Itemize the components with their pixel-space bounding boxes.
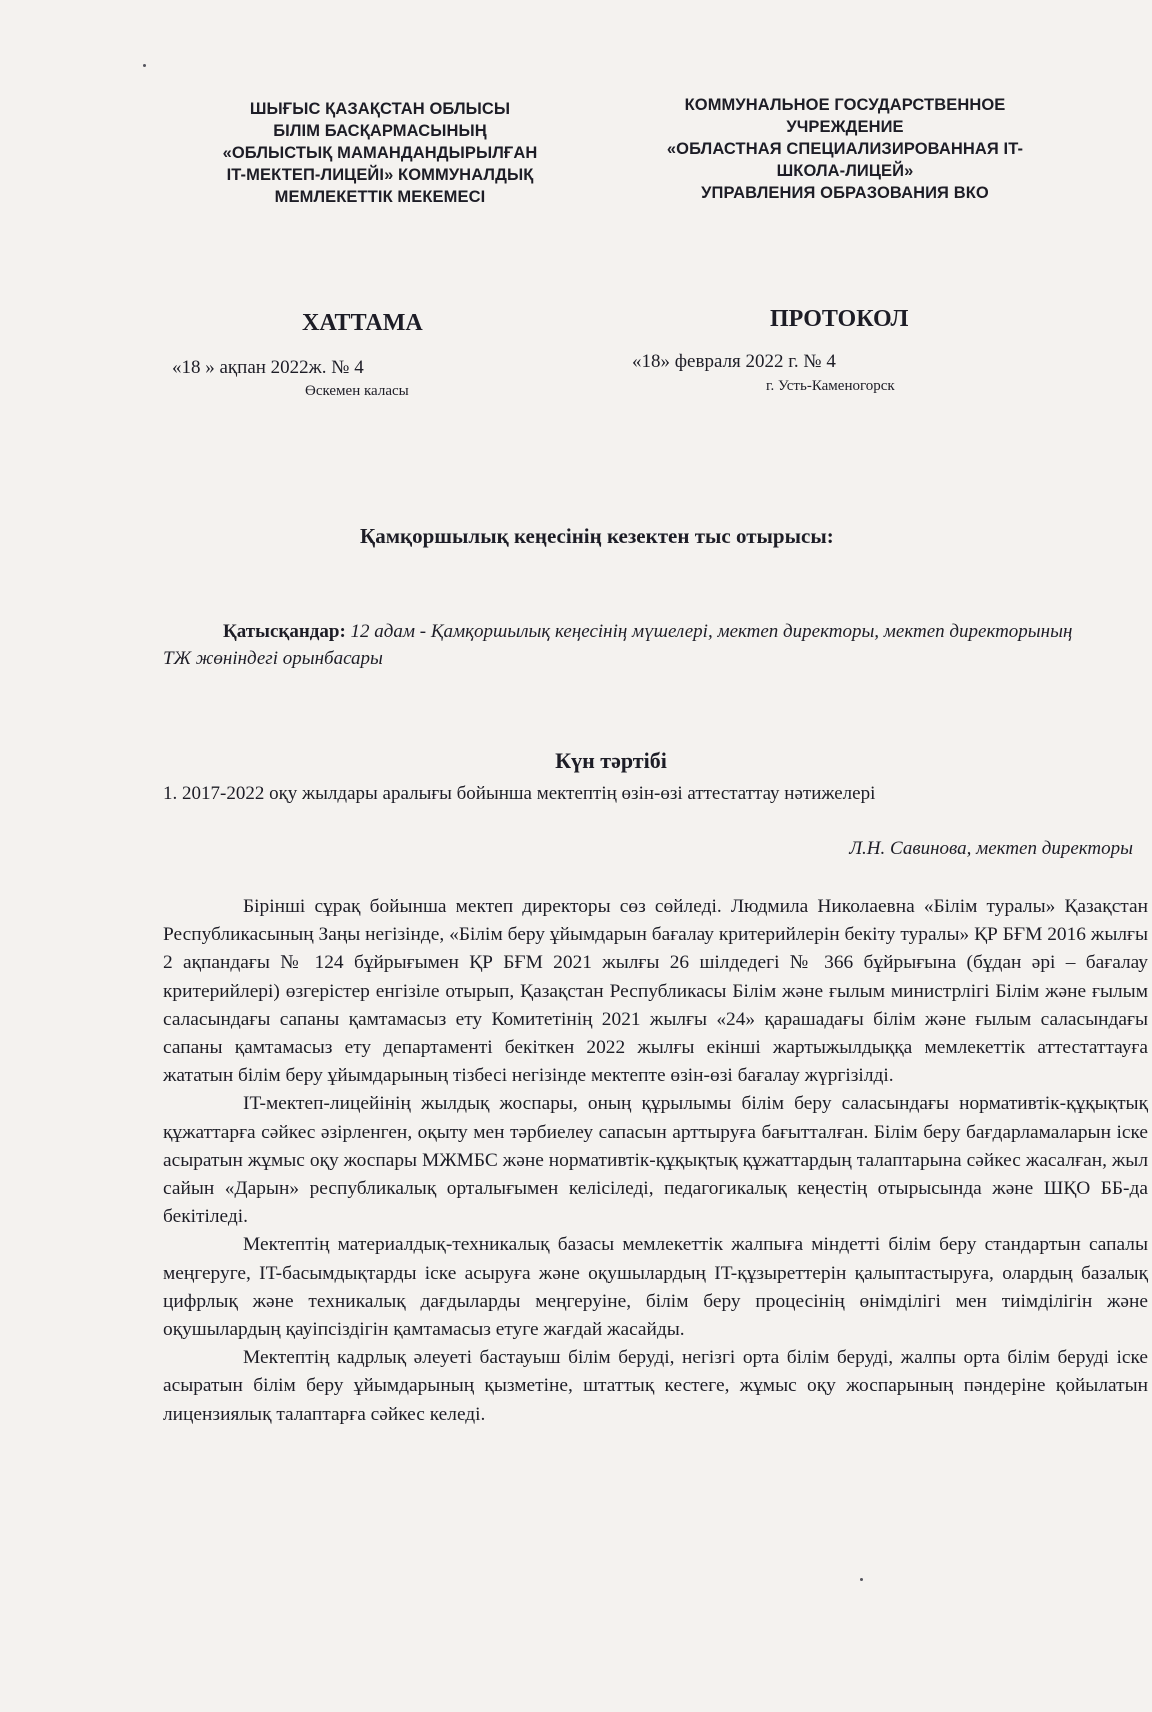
header-kazakh (170, 98, 590, 208)
agenda-title: Күн тәртібі (555, 748, 667, 773)
scan-speck (860, 1578, 863, 1581)
participants-text: 12 адам - Қамқоршылық кеңесінің мүшелері, мектеп директоры, мектеп директорының ТЖ жөніндегі орынбасары (163, 621, 1073, 669)
header-ru-line: УЧРЕЖДЕНИЕ (786, 118, 904, 136)
header-russian (615, 94, 1075, 204)
body-paragraph: Бірінші сұрақ бойынша мектеп директоры сөз сөйледі. Людмила Николаевна «Білім туралы» Қазақстан Республикасының Заңы негізінде, «Білім беру ұйымдарын бағалау критерийлерін бекіту туралы» ҚР БҒМ 2016 жылғы 2 ақпандағы № 124 бұйрығымен ҚР БҒМ 2021 жылғы 26 шілдедегі № 366 бұйрығына (бұдан әрі – бағалау критерийлері) өзгерістер енгізіле отырып, Қазақстан Республикасы Білім және ғылым министрлігі Білім және ғылым саласындағы сапаны қамтамасыз ету Комитетінің 2021 жылғы «24» қарашадағы білім және ғылым саласындағы сапаны қамтамасыз ету департаменті бекіткен 2022 жылғы екінші жартыжылдыққа мемлекеттік аттестаттауға жататын білім беру ұйымдарының тізбесі негізінде мектепте өзін-өзі бағалау жүргізілді. (163, 896, 1148, 1087)
header-kz-line: ШЫҒЫС ҚАЗАҚСТАН ОБЛЫСЫ (249, 100, 511, 118)
body-text (163, 893, 1148, 1429)
protocol-date-ru: «18» февраля 2022 г. № 4 (632, 351, 836, 372)
protocol-title-kz: ХАТТАМА (302, 310, 423, 336)
header-kz-line: IT-МЕКТЕП-ЛИЦЕЙІ» КОММУНАЛДЫҚ (226, 166, 534, 184)
protocol-title-ru: ПРОТОКОЛ (770, 306, 909, 332)
body-paragraph: Мектептің кадрлық әлеуеті бастауыш білім беруді, негізгі орта білім беруді, жалпы орта білім беруді іске асыратын білім беру ұйымдарының қызметіне, штаттық кестеге, жұмыс оқу жоспарының пәндеріне қойылатын лицензиялық талаптарға сәйкес келеді. (163, 1347, 1148, 1425)
header-kz-line: «ОБЛЫСТЫҚ МАМАНДАНДЫРЫЛҒАН (222, 144, 538, 162)
agenda-item: 1. 2017-2022 оқу жылдары аралығы бойынша мектептің өзін-өзі аттестаттау нәтижелері (163, 783, 876, 804)
header-ru-line: «ОБЛАСТНАЯ СПЕЦИАЛИЗИРОВАННАЯ IT- (666, 140, 1024, 158)
header-kz-line: МЕМЛЕКЕТТІК МЕКЕМЕСІ (274, 188, 486, 206)
protocol-date-kz: «18 » ақпан 2022ж. № 4 (172, 357, 364, 378)
participants-label: Қатысқандар: (223, 621, 346, 642)
agenda-speaker: Л.Н. Савинова, мектеп директоры (849, 838, 1133, 859)
body-paragraph: Мектептің материалдық-техникалық базасы мемлекеттік жалпыға міндетті білім беру стандартын сапалы меңгеруге, IT-басымдықтарды іске асыруға және оқушылардың IT-құзыреттерін қалыптастыруға, олардың базалық цифрлық және техникалық дағдыларды меңгеруіне, білім беру процесінің өнімділігі мен тиімділігін және оқушылардың қауіпсіздігін қамтамасыз етуге жағдай жасайды. (163, 1234, 1148, 1341)
header-ru-line: УПРАВЛЕНИЯ ОБРАЗОВАНИЯ ВКО (701, 184, 989, 202)
city-ru: г. Усть-Каменогорск (766, 378, 895, 394)
participants (163, 618, 1103, 672)
header-ru-line: ШКОЛА-ЛИЦЕЙ» (776, 162, 914, 180)
body-paragraph: IT-мектеп-лицейінің жылдық жоспары, оның құрылымы білім беру саласындағы нормативтік-құқықтық құжаттарға сәйкес әзірленген, оқыту мен тәрбиелеу сапасын арттыруға бағытталған. Білім беру бағдарламаларын іске асыратын жұмыс оқу жоспары МЖМБС және нормативтік-құқықтық құжаттардың талаптарына сәйкес жасалған, жыл сайын «Дарын» республикалық орталығымен келісіледі, педагогикалық кеңестің отырысында және ШҚО ББ-да бекітіледі. (163, 1093, 1148, 1228)
header-ru-line: КОММУНАЛЬНОЕ ГОСУДАРСТВЕННОЕ (684, 96, 1006, 114)
city-kz: Өскемен каласы (305, 383, 409, 399)
session-title: Қамқоршылық кеңесінің кезектен тыс отырысы: (360, 524, 834, 548)
header-kz-line: БІЛІМ БАСҚАРМАСЫНЫҢ (273, 122, 487, 140)
scan-speck (143, 64, 146, 67)
